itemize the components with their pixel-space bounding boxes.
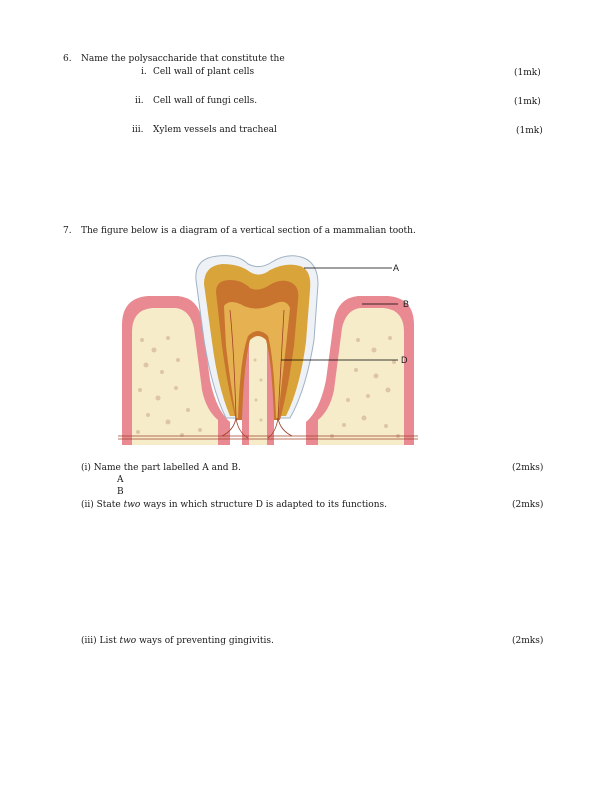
label-D: D — [401, 355, 408, 365]
q6-item-num: i. — [141, 67, 147, 77]
q7-part-i-marks: (2mks) — [512, 463, 544, 473]
tooth-vertical-section-illustration — [118, 250, 418, 450]
q6-item-num: iii. — [132, 125, 144, 135]
label-A: A — [393, 263, 400, 273]
q6-item-marks: (1mk) — [514, 97, 541, 107]
q7-number: 7. — [63, 226, 72, 236]
q7-part-ii-marks: (2mks) — [512, 500, 544, 510]
tooth-diagram — [118, 250, 418, 450]
q6-item-num: ii. — [135, 96, 144, 106]
q7-part-iii-marks: (2mks) — [512, 636, 544, 646]
q7-part-iii-emphasis: two — [119, 636, 137, 646]
q7-part-ii-emphasis: two — [123, 500, 141, 510]
q7-part-i: (i) Name the part labelled A and B. — [81, 463, 241, 473]
q7-stem: The figure below is a diagram of a vertical section of a mammalian tooth. — [81, 226, 416, 236]
q7-part-ii-prefix: (ii) State — [81, 500, 124, 510]
q6-item-marks: (1mk) — [514, 68, 541, 78]
q7-part-iii — [81, 636, 274, 647]
answer-label-B: B — [117, 487, 124, 497]
q6-number: 6. — [63, 54, 72, 64]
q6-item-text: Cell wall of plant cells — [153, 67, 255, 77]
q7-part-ii-suffix: ways in which structure D is adapted to its functions. — [140, 500, 388, 510]
answer-label-A: A — [117, 475, 124, 485]
q6-item-text: Cell wall of fungi cells. — [153, 96, 258, 106]
q6-item-text: Xylem vessels and tracheal — [153, 125, 277, 135]
q7-part-ii — [81, 500, 387, 511]
q6-item-marks: (1mk) — [516, 126, 543, 136]
q7-part-iii-suffix: ways of preventing gingivitis. — [136, 636, 274, 646]
q7-part-iii-prefix: (iii) List — [81, 636, 120, 646]
q6-stem: Name the polysaccharide that constitute the — [81, 54, 285, 64]
label-B: B — [403, 299, 410, 309]
